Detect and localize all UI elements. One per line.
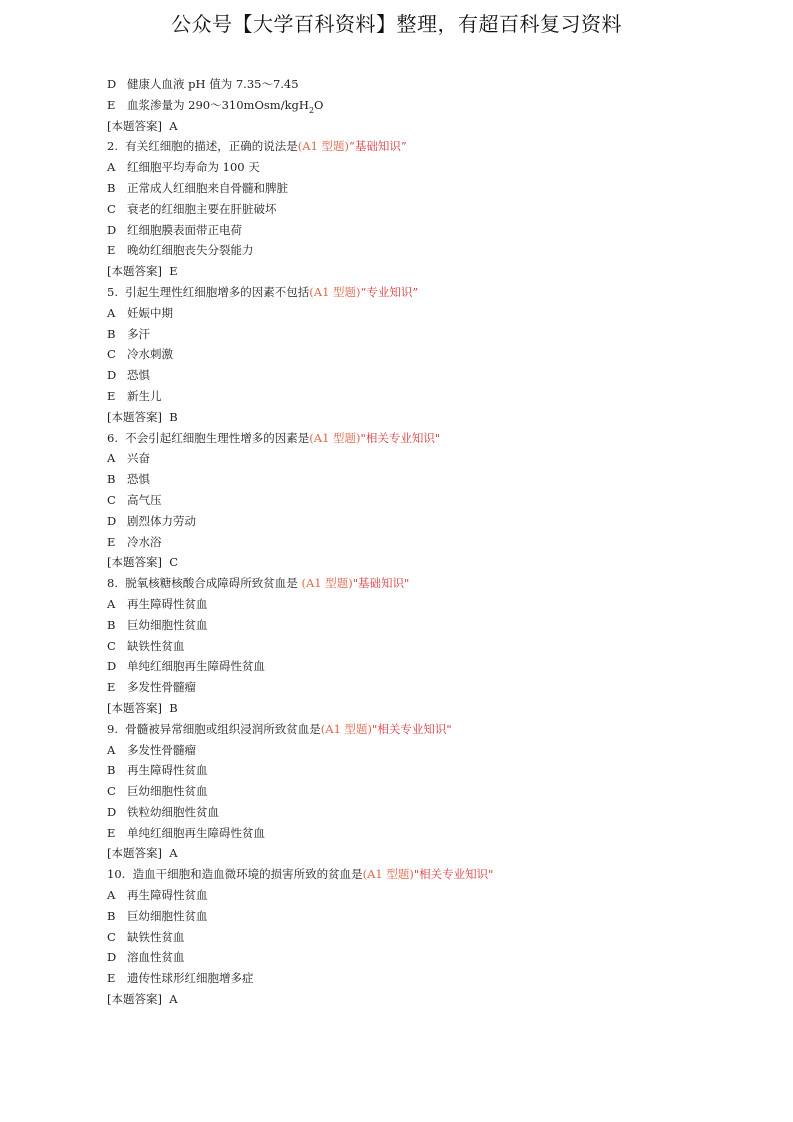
question-text: 有关红细胞的描述，正确的说法是 (125, 139, 298, 154)
option-text: 恐惧 (127, 472, 150, 487)
option-letter: A (107, 305, 116, 320)
answer-line (107, 698, 747, 719)
question-category: "基础知识" (352, 576, 410, 591)
question-number: 10. (107, 867, 126, 882)
option-text: 健康人血液 pH 值为 7.35～7.45 (127, 77, 299, 91)
option-text: 恐惧 (127, 368, 150, 383)
option-letter: A (107, 888, 116, 903)
answer-label: [本题答案] (107, 555, 162, 570)
option-text: 多汗 (127, 326, 150, 341)
page-header: 公众号【大学百科资料】整理，有超百科复习资料 (171, 12, 622, 36)
option-text: 新生儿 (127, 388, 162, 403)
option-line (107, 448, 747, 469)
option-text: 冷水浴 (127, 534, 162, 549)
answer-label: [本题答案] (107, 700, 162, 715)
option-line (107, 636, 747, 657)
option-letter: A (107, 160, 116, 175)
option-text: 高气压 (127, 492, 162, 507)
question-stem (107, 719, 747, 740)
option-line (107, 927, 747, 948)
option-text: 多发性骨髓瘤 (127, 680, 196, 695)
option-line (107, 615, 747, 636)
option-text: 溶血性贫血 (127, 950, 185, 965)
answer-value: E (169, 264, 178, 279)
question-list (107, 136, 747, 1009)
subscript: 2 (308, 105, 315, 115)
option-letter: E (107, 243, 116, 258)
question-stem (107, 573, 747, 594)
option-letter: B (107, 908, 116, 923)
option-letter: E (107, 534, 116, 549)
document-body (107, 74, 747, 1010)
option-line (107, 947, 747, 968)
option-letter: E (107, 680, 116, 695)
option-text: 巨幼细胞性贫血 (127, 784, 208, 799)
option-text: 缺铁性贫血 (127, 638, 185, 653)
option-letter: C (107, 638, 116, 653)
option-letter: E (107, 971, 116, 986)
question-text: 不会引起红细胞生理性增多的因素是 (125, 430, 310, 445)
answer-line (107, 989, 747, 1010)
question-type: (A1 型题) (297, 139, 350, 154)
option-letter: C (107, 347, 116, 362)
question-category: "相关专业知识" (360, 430, 441, 445)
question-category: “专业知识” (360, 284, 419, 299)
option-text: 再生障碍性贫血 (127, 596, 208, 611)
option-letter: E (107, 388, 116, 403)
option-line (107, 906, 747, 927)
question-number: 6. (107, 430, 118, 445)
answer-value: C (169, 555, 179, 570)
option-line (107, 781, 747, 802)
question-type: (A1 型题) (297, 576, 353, 591)
option-line (107, 199, 747, 220)
option-line (107, 303, 747, 324)
option-letter: C (107, 201, 116, 216)
option-line (107, 490, 747, 511)
option-letter: B (107, 763, 116, 778)
option-text: 剧烈体力劳动 (127, 513, 196, 528)
option-text: 巨幼细胞性贫血 (127, 617, 208, 632)
question-type: (A1 型题) (320, 721, 373, 736)
option-line (107, 324, 747, 345)
option-line (107, 760, 747, 781)
option-text: 再生障碍性贫血 (127, 888, 208, 903)
question-text: 骨髓被异常细胞或组织浸润所致贫血是 (125, 721, 321, 736)
question-text: 引起生理性红细胞增多的因素不包括 (125, 284, 310, 299)
option-letter: D (107, 513, 117, 528)
question-text: 脱氧核糖核酸合成障碍所致贫血是 (125, 576, 298, 591)
option-line (107, 885, 747, 906)
option-line (107, 344, 747, 365)
answer-line (107, 843, 747, 864)
answer-line (107, 407, 747, 428)
option-text: 冷水刺激 (127, 347, 173, 362)
option-letter: E (107, 97, 116, 112)
option-letter: C (107, 492, 116, 507)
option-text: 再生障碍性贫血 (127, 763, 208, 778)
option-line (107, 740, 747, 761)
option-letter: D (107, 950, 117, 965)
option-letter: D (107, 804, 117, 819)
question-stem (107, 428, 747, 449)
question-number: 2. (107, 139, 118, 154)
option-text: 单纯红细胞再生障碍性贫血 (127, 825, 265, 840)
answer-value: B (169, 409, 178, 424)
answer-value: A (169, 992, 178, 1007)
option-line (107, 968, 747, 989)
option-text-tail: O (314, 97, 324, 112)
answer-label: [本题答案] (107, 846, 162, 861)
option-letter: B (107, 472, 116, 487)
option-line (107, 178, 747, 199)
answer-label: [本题答案] (107, 264, 162, 279)
option-text: 兴奋 (127, 451, 150, 466)
question-stem (107, 864, 747, 885)
option-text: 缺铁性贫血 (127, 929, 185, 944)
option-letter: C (107, 929, 116, 944)
option-line (107, 220, 747, 241)
option-text: 正常成人红细胞来自骨髓和脾脏 (127, 180, 288, 195)
option-line (107, 594, 747, 615)
question-stem (107, 282, 747, 303)
answer-line (107, 116, 747, 137)
option-letter: C (107, 784, 116, 799)
question-number: 9. (107, 721, 118, 736)
question-type: (A1 型题) (309, 284, 361, 299)
option-letter: D (107, 368, 117, 383)
option-text: 红细胞平均寿命为 100 天 (127, 160, 260, 175)
option-letter: A (107, 596, 116, 611)
option-line (107, 802, 747, 823)
option-text: 遗传性球形红细胞增多症 (127, 971, 254, 986)
option-letter: D (107, 659, 117, 674)
answer-value: B (169, 700, 178, 715)
option-letter: E (107, 825, 116, 840)
answer-label: [本题答案] (107, 409, 162, 424)
option-line (107, 823, 747, 844)
option-line (107, 157, 747, 178)
question-type: (A1 型题) (309, 430, 361, 445)
question-number: 8. (107, 576, 118, 591)
option-line (107, 365, 747, 386)
answer-line (107, 552, 747, 573)
option-letter: A (107, 451, 116, 466)
option-line (107, 240, 747, 261)
answer-label: [本题答案] (107, 118, 162, 133)
option-text: 晚幼红细胞丧失分裂能力 (127, 243, 254, 258)
option-text: 多发性骨髓瘤 (127, 742, 196, 757)
answer-line (107, 261, 747, 282)
answer-value: A (169, 846, 178, 861)
option-letter: B (107, 180, 116, 195)
option-line (107, 386, 747, 407)
question-stem (107, 136, 747, 157)
question-category: "相关专业知识" (372, 721, 452, 736)
option-line (107, 511, 747, 532)
question-text: 造血干细胞和造血微环境的损害所致的贫血是 (132, 867, 363, 882)
option-text: 巨幼细胞性贫血 (127, 908, 208, 923)
question-type: (A1 型题) (362, 867, 414, 882)
option-line (107, 677, 747, 698)
option-line (107, 74, 747, 95)
option-text: 衰老的红细胞主要在肝脏破坏 (127, 201, 277, 216)
option-text: 单纯红细胞再生障碍性贫血 (127, 659, 265, 674)
question-category: "相关专业知识" (413, 867, 494, 882)
option-line (107, 469, 747, 490)
answer-value: A (169, 118, 178, 133)
option-letter: D (107, 77, 117, 91)
option-letter: B (107, 617, 116, 632)
option-line (107, 532, 747, 553)
option-text: 铁粒幼细胞性贫血 (127, 804, 219, 819)
answer-label: [本题答案] (107, 992, 162, 1007)
question-category: “基础知识” (349, 139, 407, 154)
option-line (107, 656, 747, 677)
option-letter: D (107, 222, 117, 237)
option-line (107, 95, 747, 116)
option-letter: B (107, 326, 116, 341)
option-letter: A (107, 742, 116, 757)
option-text: 妊娠中期 (127, 305, 173, 320)
option-text: 血浆渗量为 290～310mOsm/kgH (127, 97, 309, 112)
option-text: 红细胞膜表面带正电荷 (127, 222, 242, 237)
question-number: 5. (107, 284, 118, 299)
